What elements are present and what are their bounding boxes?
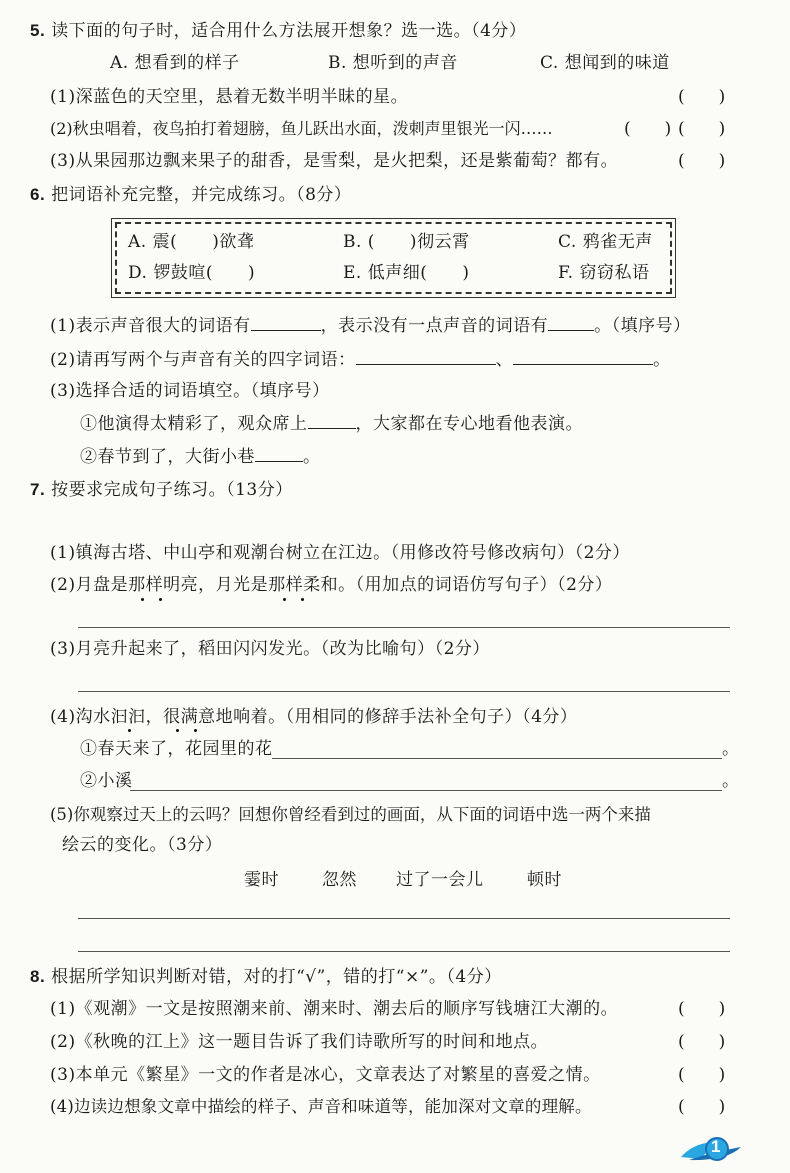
q7-answer-line-5a[interactable] <box>78 918 730 919</box>
q8-answer-2[interactable]: ( ) <box>678 1032 726 1052</box>
q7-sub-1: (1)镇海古塔、中山亭和观潮台树立在江边。（用修改符号修改病句）（2分） <box>50 543 630 563</box>
q6-sub-3b-text-a: ②春节到了，大街小巷 <box>80 447 255 467</box>
q6-blank-loud[interactable] <box>251 314 321 331</box>
q6-sub-3b-text-b: 。 <box>303 447 321 467</box>
q5-answer-3[interactable]: ( ) <box>678 151 726 171</box>
q6-sub-1-text-a: (1)表示声音很大的词语有 <box>50 316 251 336</box>
q7-sub-3: (3)月亮升起来了，稻田闪闪发光。（改为比喻句）（2分） <box>50 639 490 659</box>
q6-word-d: D. 锣鼓喧( ) <box>128 263 256 283</box>
q7-answer-line-4b[interactable] <box>130 790 722 791</box>
q6-blank-word-2[interactable] <box>513 348 653 365</box>
q6-sub-1-text-c: 。（填序号） <box>594 316 691 336</box>
q5-option-b: B. 想听到的声音 <box>328 53 458 73</box>
emphasis-dot <box>141 598 144 601</box>
q8-title: 根据所学知识判断对错，对的打“√”，错的打“×”。（4分） <box>51 967 502 987</box>
q6-sub-2-end: 。 <box>653 350 671 370</box>
q7-sub-2: (2)月盘是那样明亮，月光是那样柔和。（用加点的词语仿写句子）（2分） <box>50 575 613 595</box>
q8-header <box>30 966 502 988</box>
q7-wordbank-2: 忽然 <box>322 870 357 890</box>
q7-wordbank-1: 霎时 <box>244 870 279 890</box>
q7-answer-line-5b[interactable] <box>78 951 730 952</box>
q6-sub-1-text-b: ，表示没有一点声音的词语有 <box>320 316 549 336</box>
q5-title: 读下面的句子时，适合用什么方法展开想象？选一选。（4分） <box>51 21 527 41</box>
q5-item-2: (2)秋虫唱着，夜鸟拍打着翅膀，鱼儿跃出水面，泼刺声里银光一闪…… <box>50 119 553 138</box>
q7-sub-5-line-1: (5)你观察过天上的云吗？回想你曾经看到过的画面，从下面的词语中选一两个来描 <box>50 805 651 824</box>
q7-sub-4b: ②小溪 <box>80 771 133 791</box>
q7-header <box>30 479 293 501</box>
emphasis-dot <box>176 729 179 732</box>
q8-item-4: (4)边读边想象文章中描绘的样子、声音和味道等，能加深对文章的理解。 <box>50 1097 592 1116</box>
q6-word-e: E. 低声细( ) <box>343 263 470 283</box>
q5-option-a: A. 想看到的样子 <box>110 53 240 73</box>
q6-sub-1 <box>50 314 691 337</box>
q8-answer-3[interactable]: ( ) <box>678 1065 726 1085</box>
emphasis-dot <box>194 729 197 732</box>
q6-blank-3b[interactable] <box>255 445 303 462</box>
q8-item-1: (1)《观潮》一文是按照潮来前、潮来时、潮去后的顺序写钱塘江大潮的。 <box>50 999 619 1019</box>
q6-sub-3a-text-b: ，大家都在专心地看他表演。 <box>355 414 583 434</box>
q6-sub-3a <box>80 412 583 435</box>
page-number-logo <box>679 1133 749 1163</box>
q6-blank-word-1[interactable] <box>356 348 496 365</box>
q6-blank-silent[interactable] <box>548 314 594 331</box>
q7-answer-line-3[interactable] <box>78 691 730 692</box>
q6-sub-3b <box>80 445 321 468</box>
q7-sub-4a: ①春天来了，花园里的花 <box>80 739 273 759</box>
q5-answer-2b[interactable]: ( ) <box>678 119 726 139</box>
q5-answer-2a[interactable]: ( ) <box>624 119 672 139</box>
q6-word-a: A. 震( )欲聋 <box>128 232 255 252</box>
q7-number: 7. <box>30 480 46 499</box>
q7-title: 按要求完成句子练习。（13分） <box>51 480 293 500</box>
q5-item-3: (3)从果园那边飘来果子的甜香，是雪梨，是火把梨，还是紫葡萄？都有。 <box>50 151 619 171</box>
q8-answer-4[interactable]: ( ) <box>678 1097 726 1117</box>
q6-sub-2-text: (2)请再写两个与声音有关的四字词语： <box>50 350 356 370</box>
emphasis-dot <box>283 598 286 601</box>
q7-sub-4a-period: 。 <box>722 739 740 759</box>
q7-answer-line-4a[interactable] <box>272 758 722 759</box>
q8-item-2: (2)《秋晚的江上》这一题目告诉了我们诗歌所写的时间和地点。 <box>50 1032 549 1052</box>
q6-sub-3a-text-a: ①他演得太精彩了，观众席上 <box>80 414 308 434</box>
q5-option-c: C. 想闻到的味道 <box>540 53 670 73</box>
q5-item-1: (1)深蓝色的天空里，悬着无数半明半昧的星。 <box>50 87 409 107</box>
q7-wordbank-4: 顿时 <box>527 870 562 890</box>
q5-answer-1[interactable]: ( ) <box>678 87 726 107</box>
q6-number: 6. <box>30 185 46 204</box>
q8-number: 8. <box>30 967 46 986</box>
q5-number: 5. <box>30 21 46 40</box>
q8-item-3: (3)本单元《繁星》一文的作者是冰心，文章表达了对繁星的喜爱之情。 <box>50 1065 601 1085</box>
q6-header <box>30 184 351 206</box>
q6-word-c: C. 鸦雀无声 <box>558 232 653 252</box>
q7-wordbank-3: 过了一会儿 <box>396 870 484 890</box>
emphasis-dot <box>159 598 162 601</box>
q7-sub-5-line-2: 绘云的变化。（3分） <box>62 835 223 855</box>
emphasis-dot <box>301 598 304 601</box>
q7-sub-4b-period: 。 <box>722 771 740 791</box>
q6-word-b: B. ( )彻云霄 <box>343 232 470 252</box>
page-number: 1 <box>711 1137 721 1156</box>
q5-header <box>30 20 526 42</box>
q7-sub-4: (4)沟水汩汩，很满意地响着。（用相同的修辞手法补全句子）（4分） <box>50 707 578 727</box>
q6-word-f: F. 窃窃私语 <box>558 263 650 283</box>
emphasis-dot <box>128 729 131 732</box>
q6-sub-2 <box>50 348 671 371</box>
q7-answer-line-2[interactable] <box>78 627 730 628</box>
q8-answer-1[interactable]: ( ) <box>678 999 726 1019</box>
q6-title: 把词语补充完整，并完成练习。（8分） <box>51 185 352 205</box>
q6-sub-2-sep: 、 <box>495 350 514 370</box>
q6-sub-3: (3)选择合适的词语填空。（填序号） <box>50 381 330 401</box>
q6-blank-3a[interactable] <box>308 412 356 429</box>
